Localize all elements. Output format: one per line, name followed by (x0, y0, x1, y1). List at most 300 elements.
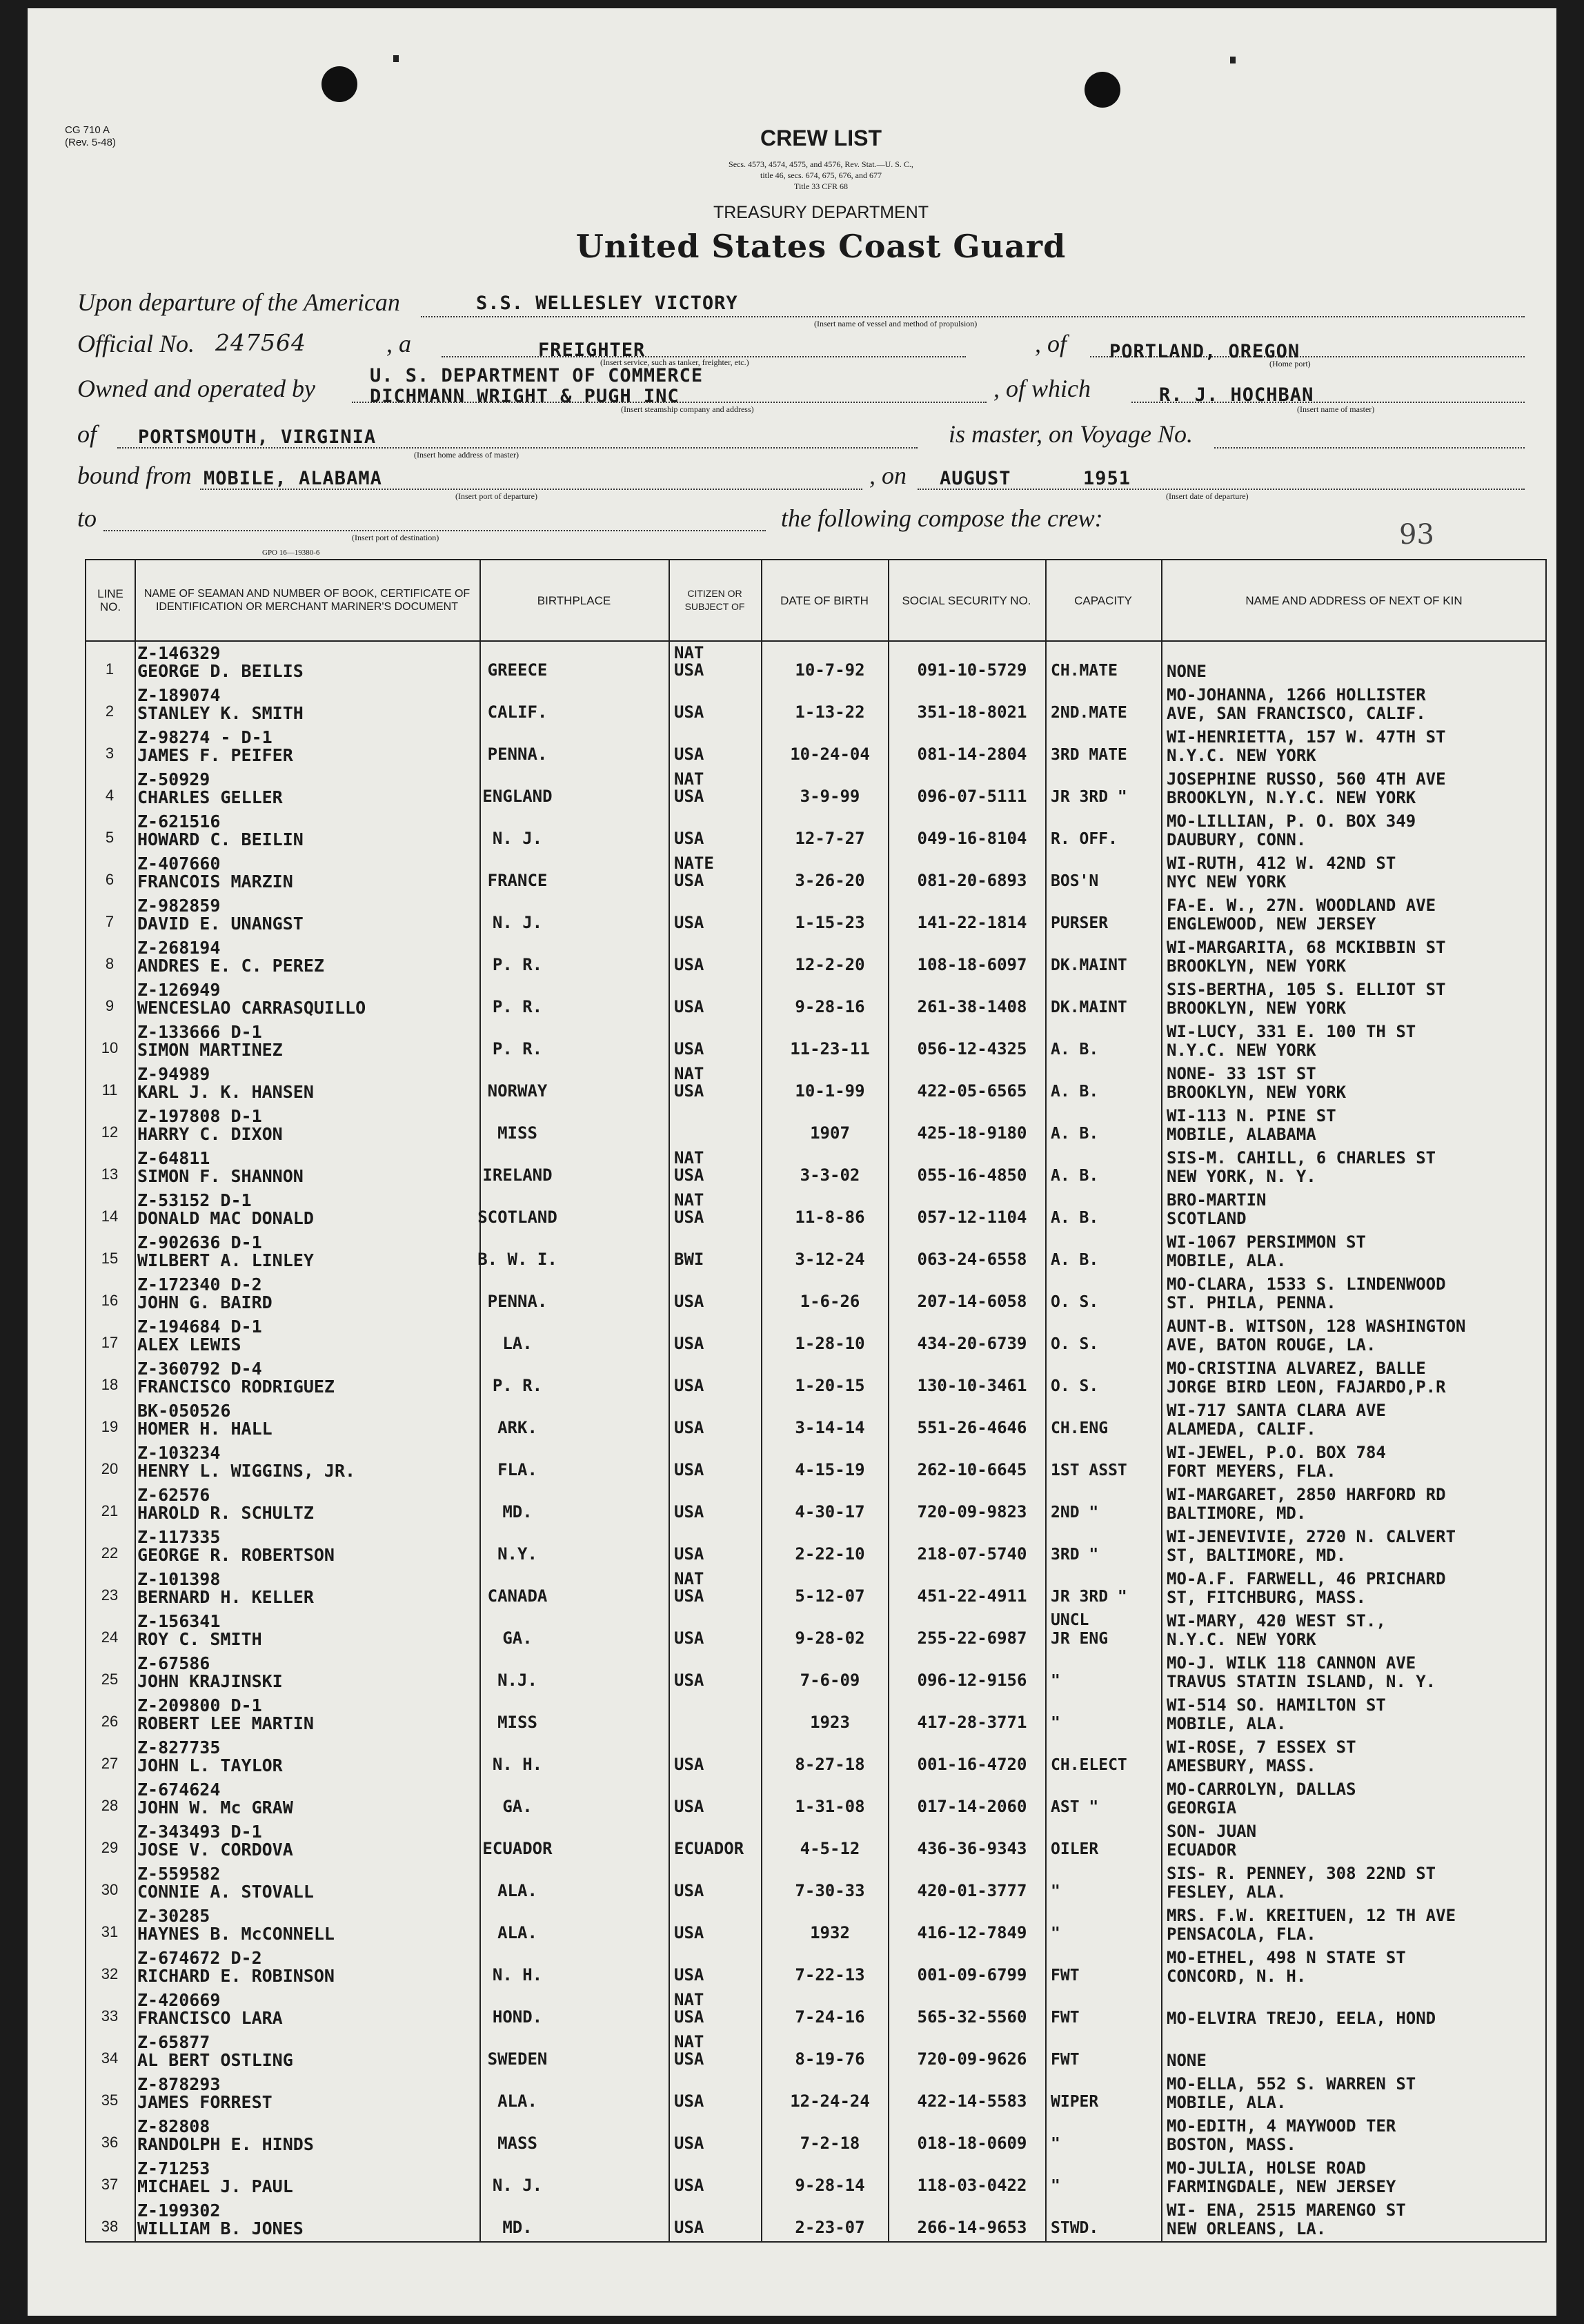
seaman-name: HENRY L. WIGGINS, JR. (137, 1461, 356, 1481)
seaman-name: GEORGE D. BEILIS (137, 661, 304, 681)
capacity: BOS'N (1051, 872, 1099, 890)
next-of-kin-line-2: BALTIMORE, MD. (1167, 1504, 1307, 1523)
label-a: , a (386, 330, 411, 357)
seaman-document-number: Z-103234 (137, 1443, 221, 1463)
next-of-kin-line-1: MO-EDITH, 4 MAYWOOD TER (1167, 2116, 1396, 2136)
next-of-kin-line-1: WI-1067 PERSIMMON ST (1167, 1232, 1366, 1252)
capacity: WIPER (1051, 2093, 1099, 2111)
seaman-name: MICHAEL J. PAUL (137, 2176, 293, 2196)
social-security-number: 720-09-9823 (917, 1502, 1027, 1522)
capacity: DK.MAINT (1051, 998, 1127, 1016)
citizenship-country: USA (674, 745, 704, 764)
row-line-number: 22 (101, 1544, 119, 1562)
next-of-kin-line-2: MOBILE, ALA. (1167, 1251, 1287, 1270)
capacity: AST " (1051, 1798, 1099, 1816)
social-security-number: 049-16-8104 (917, 829, 1027, 848)
next-of-kin-line-2: MOBILE, ALABAMA (1167, 1125, 1316, 1144)
seaman-name: KARL J. K. HANSEN (137, 1082, 314, 1102)
row-line-number: 25 (101, 1671, 119, 1688)
department-name: TREASURY DEPARTMENT (713, 203, 929, 222)
capacity: JR ENG (1051, 1630, 1109, 1648)
next-of-kin-line-2: NYC NEW YORK (1167, 872, 1287, 892)
seaman-name: JOHN KRAJINSKI (137, 1671, 283, 1691)
seaman-name: WILLIAM B. JONES (137, 2218, 304, 2238)
seaman-document-number: Z-71253 (137, 2158, 210, 2178)
date-of-birth: 1-31-08 (795, 1797, 865, 1816)
social-security-number: 057-12-1104 (917, 1208, 1027, 1227)
crew-row (86, 2114, 1545, 2156)
seaman-document-number: Z-674672 D-2 (137, 1948, 262, 1968)
row-line-number: 37 (101, 2176, 119, 2193)
next-of-kin-line-1: MO-CARROLYN, DALLAS (1167, 1780, 1356, 1799)
social-security-number: 081-14-2804 (917, 745, 1027, 764)
seaman-name: HAROLD R. SCHULTZ (137, 1503, 314, 1523)
row-line-number: 9 (105, 997, 115, 1014)
date-of-birth: 8-19-76 (795, 2049, 865, 2069)
next-of-kin-line-2: DAUBURY, CONN. (1167, 830, 1307, 849)
row-line-number: 31 (101, 1923, 119, 1940)
next-of-kin-line-1: MRS. F.W. KREITUEN, 12 TH AVE (1167, 1906, 1456, 1925)
next-of-kin-line-2: ENGLEWOOD, NEW JERSEY (1167, 914, 1376, 934)
row-line-number: 4 (105, 787, 115, 804)
birthplace: ALA. (497, 2091, 537, 2111)
next-of-kin-line-1: FA-E. W., 27N. WOODLAND AVE (1167, 896, 1436, 915)
crew-row (86, 1651, 1545, 1693)
birthplace: PENNA. (487, 745, 548, 764)
row-line-number: 2 (105, 702, 115, 720)
social-security-number: 108-18-6097 (917, 955, 1027, 974)
capacity: A. B. (1051, 1041, 1099, 1058)
next-of-kin-line-2: NEW ORLEANS, LA. (1167, 2219, 1327, 2238)
form-number: CG 710 A (65, 124, 110, 136)
seaman-document-number: Z-189074 (137, 685, 221, 705)
date-of-birth: 10-24-04 (790, 745, 870, 764)
label-official-no: Official No. (77, 330, 195, 357)
fill-line (352, 402, 987, 403)
next-of-kin-line-2: NONE (1167, 2051, 1207, 2070)
next-of-kin-line-2: ECUADOR (1167, 1840, 1237, 1860)
seaman-document-number: Z-194684 D-1 (137, 1317, 262, 1337)
row-line-number: 26 (101, 1713, 119, 1730)
crew-row (86, 1608, 1545, 1651)
seaman-document-number: Z-420669 (137, 1990, 221, 2010)
crew-table (85, 559, 1547, 2243)
citizenship-country: USA (674, 1881, 704, 1900)
date-of-birth: 8-27-18 (795, 1755, 865, 1774)
seaman-document-number: Z-50929 (137, 769, 210, 789)
seaman-document-number: Z-146329 (137, 643, 221, 663)
row-line-number: 38 (101, 2218, 119, 2235)
date-of-birth: 4-30-17 (795, 1502, 865, 1522)
crew-row (86, 1188, 1545, 1230)
citizenship-status: NAT (674, 1990, 704, 2009)
citizenship-country: USA (674, 2049, 704, 2069)
crew-row (86, 2198, 1545, 2240)
social-security-number: 096-12-9156 (917, 1671, 1027, 1690)
citizenship-country: USA (674, 787, 704, 806)
social-security-number: 422-14-5583 (917, 2091, 1027, 2111)
date-of-birth: 7-2-18 (800, 2134, 860, 2153)
birthplace: P. R. (492, 1039, 543, 1058)
citizenship-country: USA (674, 1165, 704, 1185)
hint-master-address: (Insert home address of master) (414, 450, 519, 460)
owner-line-1: U. S. DEPARTMENT OF COMMERCE (370, 365, 704, 386)
birthplace: SWEDEN (487, 2049, 548, 2069)
label-following: the following compose the crew: (781, 504, 1103, 532)
form-identifier (65, 124, 116, 149)
social-security-number: 118-03-0422 (917, 2176, 1027, 2195)
departure-port: MOBILE, ALABAMA (204, 468, 382, 489)
next-of-kin-line-1: BRO-MARTIN (1167, 1190, 1267, 1210)
col-header-ss: SOCIAL SECURITY NO. (902, 593, 1031, 607)
crew-row (86, 1735, 1545, 1777)
statute-citation (511, 159, 1131, 192)
punch-hole-left (321, 66, 357, 102)
birthplace: GA. (502, 1797, 533, 1816)
date-of-birth: 1932 (810, 1923, 850, 1942)
citizenship-status: NAT (674, 643, 704, 662)
seaman-document-number: Z-172340 D-2 (137, 1274, 262, 1294)
crew-row (86, 1272, 1545, 1314)
label-is-master: is master, on Voyage No. (949, 420, 1193, 448)
next-of-kin-line-1: SIS-M. CAHILL, 6 CHARLES ST (1167, 1148, 1436, 1168)
seaman-name: HAYNES B. McCONNELL (137, 1924, 335, 1944)
row-line-number: 33 (101, 2007, 119, 2025)
next-of-kin-line-1: MO-CLARA, 1533 S. LINDENWOOD (1167, 1274, 1446, 1294)
capacity: 1ST ASST (1051, 1461, 1127, 1479)
row-line-number: 36 (101, 2134, 119, 2151)
seaman-name: WILBERT A. LINLEY (137, 1250, 314, 1270)
row-line-number: 30 (101, 1881, 119, 1898)
date-of-birth: 10-7-92 (795, 660, 865, 680)
social-security-number: 565-32-5560 (917, 2007, 1027, 2027)
birthplace: ARK. (497, 1418, 537, 1437)
birthplace: P. R. (492, 955, 543, 974)
social-security-number: 018-18-0609 (917, 2134, 1027, 2153)
owner-line-2: DICHMANN WRIGHT & PUGH INC (370, 386, 680, 407)
birthplace: MASS (497, 2134, 537, 2153)
crew-row (86, 1230, 1545, 1272)
next-of-kin-line-1: NONE- 33 1ST ST (1167, 1064, 1316, 1083)
row-line-number: 34 (101, 2049, 119, 2067)
citizenship-status: NAT (674, 1569, 704, 1588)
birthplace: FLA. (497, 1460, 537, 1479)
seaman-name: DONALD MAC DONALD (137, 1208, 314, 1228)
date-of-birth: 3-14-14 (795, 1418, 865, 1437)
label-of: , of (1035, 330, 1067, 357)
citizenship-status: NAT (674, 1148, 704, 1168)
capacity: PURSER (1051, 914, 1109, 932)
seaman-document-number: BK-050526 (137, 1401, 231, 1421)
capacity: O. S. (1051, 1293, 1099, 1311)
col-header-capacity: CAPACITY (1074, 593, 1132, 607)
seaman-document-number: Z-827735 (137, 1737, 221, 1757)
crew-row (86, 809, 1545, 851)
next-of-kin-line-2: N.Y.C. NEW YORK (1167, 746, 1316, 765)
next-of-kin-line-2: ST. PHILA, PENNA. (1167, 1293, 1336, 1312)
seaman-name: ANDRES E. C. PEREZ (137, 956, 324, 976)
seaman-document-number: Z-360792 D-4 (137, 1359, 262, 1379)
col-header-citizen: CITIZEN OR SUBJECT OF (684, 588, 745, 612)
next-of-kin-line-1: WI-ROSE, 7 ESSEX ST (1167, 1737, 1356, 1757)
crew-row (86, 1019, 1545, 1061)
next-of-kin-line-1: MO-JULIA, HOLSE ROAD (1167, 2158, 1366, 2178)
citizenship-country: BWI (674, 1250, 704, 1269)
row-line-number: 7 (105, 913, 115, 930)
date-of-birth: 2-22-10 (795, 1544, 865, 1564)
citizenship-country: USA (674, 1460, 704, 1479)
social-security-number: 218-07-5740 (917, 1544, 1027, 1564)
citizenship-status: NATE (674, 854, 714, 873)
seaman-name: STANLEY K. SMITH (137, 703, 304, 723)
date-of-birth: 7-24-16 (795, 2007, 865, 2027)
seaman-document-number: Z-126949 (137, 980, 221, 1000)
birthplace: ALA. (497, 1923, 537, 1942)
social-security-number: 434-20-6739 (917, 1334, 1027, 1353)
next-of-kin-line-2: NONE (1167, 662, 1207, 681)
crew-row (86, 2071, 1545, 2114)
seaman-document-number: Z-982859 (137, 896, 221, 916)
hint-master: (Insert name of master) (1297, 404, 1375, 414)
citizenship-country: USA (674, 1923, 704, 1942)
row-line-number: 14 (101, 1208, 119, 1225)
next-of-kin-line-2: TRAVUS STATIN ISLAND, N. Y. (1167, 1672, 1436, 1691)
seaman-name: BERNARD H. KELLER (137, 1587, 314, 1607)
label-to: to (77, 504, 97, 532)
citizenship-country: USA (674, 829, 704, 848)
seaman-name: JOHN W. Mc GRAW (137, 1798, 293, 1818)
birthplace: CANADA (487, 1586, 548, 1606)
row-line-number: 16 (101, 1292, 119, 1309)
seaman-document-number: Z-878293 (137, 2074, 221, 2094)
row-line-number: 28 (101, 1797, 119, 1814)
citizenship-country: USA (674, 1334, 704, 1353)
birthplace: N. H. (492, 1755, 543, 1774)
agency-name: United States Coast Guard (575, 228, 1067, 265)
capacity: 2ND " (1051, 1504, 1099, 1522)
seaman-document-number: Z-94989 (137, 1064, 210, 1084)
label-of-master: of (77, 420, 97, 448)
social-security-number: 017-14-2060 (917, 1797, 1027, 1816)
next-of-kin-line-1: MO-CRISTINA ALVAREZ, BALLE (1167, 1359, 1426, 1378)
birthplace: ENGLAND (482, 787, 553, 806)
row-line-number: 8 (105, 955, 115, 972)
seaman-name: JAMES F. PEIFER (137, 745, 293, 765)
seaman-document-number: Z-902636 D-1 (137, 1232, 262, 1252)
gpo-imprint: GPO 16—19380-6 (262, 549, 320, 557)
citation-line: Secs. 4573, 4574, 4575, and 4576, Rev. Stat.—U. S. C., (729, 159, 913, 169)
date-of-birth: 7-30-33 (795, 1881, 865, 1900)
crew-row (86, 2029, 1545, 2071)
row-line-number: 6 (105, 871, 115, 888)
next-of-kin-line-2: BROOKLYN, NEW YORK (1167, 998, 1347, 1018)
birthplace: NORWAY (487, 1081, 548, 1101)
next-of-kin-line-2: N.Y.C. NEW YORK (1167, 1630, 1316, 1649)
next-of-kin-line-1: WI-MARY, 420 WEST ST., (1167, 1611, 1386, 1631)
citizenship-country: USA (674, 1376, 704, 1395)
seaman-name: AL BERT OSTLING (137, 2050, 293, 2070)
date-of-birth: 10-1-99 (795, 1081, 865, 1101)
crew-row (86, 1693, 1545, 1735)
citizenship-country: ECUADOR (674, 1839, 744, 1858)
seaman-name: SIMON MARTINEZ (137, 1040, 283, 1060)
date-of-birth: 4-15-19 (795, 1460, 865, 1479)
date-of-birth: 3-12-24 (795, 1250, 865, 1269)
crew-row (86, 1145, 1545, 1188)
crew-row (86, 1440, 1545, 1482)
social-security-number: 056-12-4325 (917, 1039, 1027, 1058)
crew-row (86, 1987, 1545, 2029)
birthplace: CALIF. (487, 702, 548, 722)
birthplace: N. J. (492, 2176, 543, 2195)
social-security-number: 141-22-1814 (917, 913, 1027, 932)
next-of-kin-line-1: MO-J. WILK 118 CANNON AVE (1167, 1653, 1416, 1673)
fill-line (103, 530, 766, 531)
capacity: A. B. (1051, 1125, 1099, 1143)
birthplace: LA. (502, 1334, 533, 1353)
hint-vessel: (Insert name of vessel and method of propulsion) (814, 319, 978, 328)
citizenship-status: NAT (674, 1064, 704, 1083)
next-of-kin-line-1: MO-LILLIAN, P. O. BOX 349 (1167, 811, 1416, 831)
fill-line (1214, 447, 1525, 449)
citizenship-country: USA (674, 955, 704, 974)
capacity: " (1051, 1882, 1060, 1900)
row-line-number: 10 (101, 1039, 119, 1056)
margin-mark (1230, 57, 1236, 63)
seaman-name: RANDOLPH E. HINDS (137, 2134, 314, 2154)
social-security-number: 417-28-3771 (917, 1713, 1027, 1732)
date-of-birth: 1923 (810, 1713, 850, 1732)
crew-row (86, 851, 1545, 893)
birthplace: ALA. (497, 1881, 537, 1900)
date-of-birth: 1-28-10 (795, 1334, 865, 1353)
hint-service: (Insert service, such as tanker, freighter, etc.) (600, 357, 749, 367)
social-security-number: 091-10-5729 (917, 660, 1027, 680)
date-of-birth: 4-5-12 (800, 1839, 860, 1858)
seaman-document-number: Z-674624 (137, 1780, 221, 1800)
date-of-birth: 7-22-13 (795, 1965, 865, 1985)
birthplace: B. W. I. (477, 1250, 557, 1269)
next-of-kin-line-2: MOBILE, ALA. (1167, 1714, 1287, 1733)
next-of-kin-line-1: WI-HENRIETTA, 157 W. 47TH ST (1167, 727, 1446, 747)
capacity: 2ND.MATE (1051, 704, 1127, 722)
seaman-name: JOHN G. BAIRD (137, 1292, 273, 1312)
seaman-name: HARRY C. DIXON (137, 1124, 283, 1144)
crew-table-body (86, 640, 1545, 2241)
fill-line (421, 316, 1525, 317)
citizenship-country: USA (674, 1797, 704, 1816)
date-of-birth: 11-8-86 (795, 1208, 865, 1227)
seaman-document-number: Z-621516 (137, 811, 221, 831)
capacity: O. S. (1051, 1335, 1099, 1353)
punch-hole-right (1085, 72, 1120, 108)
citizenship-country: USA (674, 702, 704, 722)
capacity-note: UNCL (1051, 1611, 1089, 1629)
seaman-name: JAMES FORREST (137, 2092, 273, 2112)
margin-mark (393, 55, 399, 62)
next-of-kin-line-1: AUNT-B. WITSON, 128 WASHINGTON (1167, 1317, 1466, 1336)
capacity: OILER (1051, 1840, 1099, 1858)
capacity: JR 3RD " (1051, 1588, 1127, 1606)
next-of-kin-line-1: MO-ELLA, 552 S. WARREN ST (1167, 2074, 1416, 2094)
social-security-number: 081-20-6893 (917, 871, 1027, 890)
capacity: FWT (1051, 2051, 1080, 2069)
next-of-kin-line-2: BROOKLYN, N.Y.C. NEW YORK (1167, 788, 1416, 807)
row-line-number: 29 (101, 1839, 119, 1856)
date-of-birth: 9-28-14 (795, 2176, 865, 2195)
row-line-number: 35 (101, 2091, 119, 2109)
social-security-number: 351-18-8021 (917, 702, 1027, 722)
seaman-document-number: Z-133666 D-1 (137, 1022, 262, 1042)
birthplace: ECUADOR (482, 1839, 553, 1858)
row-line-number: 24 (101, 1628, 119, 1646)
crew-row (86, 1566, 1545, 1608)
next-of-kin-line-2: CONCORD, N. H. (1167, 1967, 1307, 1986)
citizenship-country: USA (674, 1418, 704, 1437)
seaman-name: HOMER H. HALL (137, 1419, 273, 1439)
social-security-number: 551-26-4646 (917, 1418, 1027, 1437)
capacity: " (1051, 2135, 1060, 2153)
label-on: , on (869, 462, 907, 489)
citation-line: title 46, secs. 674, 675, 676, and 677 (760, 170, 882, 180)
crew-row (86, 725, 1545, 767)
next-of-kin-line-2: ST, BALTIMORE, MD. (1167, 1546, 1347, 1565)
social-security-number: 055-16-4850 (917, 1165, 1027, 1185)
seaman-name: JOHN L. TAYLOR (137, 1755, 283, 1775)
crew-row (86, 682, 1545, 725)
social-security-number: 096-07-5111 (917, 787, 1027, 806)
crew-row (86, 1356, 1545, 1398)
col-header-line: LINE NO. (97, 587, 123, 613)
next-of-kin-line-2: PENSACOLA, FLA. (1167, 1924, 1316, 1944)
page-stamp-number: 93 (1399, 519, 1434, 551)
seaman-name: FRANCISCO LARA (137, 2008, 283, 2028)
seaman-name: FRANCOIS MARZIN (137, 872, 293, 892)
row-line-number: 17 (101, 1334, 119, 1351)
citizenship-status: NAT (674, 769, 704, 789)
seaman-document-number: Z-82808 (137, 2116, 210, 2136)
seaman-name: HOWARD C. BEILIN (137, 829, 304, 849)
seaman-document-number: Z-30285 (137, 1906, 210, 1926)
vessel-name: S.S. WELLESLEY VICTORY (476, 293, 738, 314)
seaman-name: GEORGE R. ROBERTSON (137, 1545, 335, 1565)
date-of-birth: 12-24-24 (790, 2091, 870, 2111)
departure-year: 1951 (1083, 468, 1131, 489)
col-header-name: NAME OF SEAMAN AND NUMBER OF BOOK, CERTIFICATE OF IDENTIFICATION OR MERCHANT MARINER'S DOCUMENT (143, 588, 471, 613)
seaman-document-number: Z-64811 (137, 1148, 210, 1168)
capacity: CH.ELECT (1051, 1756, 1127, 1774)
citizenship-country: USA (674, 1628, 704, 1648)
capacity: O. S. (1051, 1377, 1099, 1395)
seaman-document-number: Z-62576 (137, 1485, 210, 1505)
birthplace: N.Y. (497, 1544, 537, 1564)
seaman-document-number: Z-407660 (137, 854, 221, 874)
next-of-kin-line-1: SIS-BERTHA, 105 S. ELLIOT ST (1167, 980, 1446, 999)
crew-row (86, 1524, 1545, 1566)
social-security-number: 425-18-9180 (917, 1123, 1027, 1143)
next-of-kin-line-1: MO-A.F. FARWELL, 46 PRICHARD (1167, 1569, 1446, 1588)
citizenship-country: USA (674, 2091, 704, 2111)
seaman-name: WENCESLAO CARRASQUILLO (137, 998, 366, 1018)
date-of-birth: 1-6-26 (800, 1292, 860, 1311)
next-of-kin-line-2: SCOTLAND (1167, 1209, 1247, 1228)
crew-row (86, 1777, 1545, 1819)
row-line-number: 19 (101, 1418, 119, 1435)
seaman-name: SIMON F. SHANNON (137, 1166, 304, 1186)
seaman-document-number: Z-98274 - D-1 (137, 727, 273, 747)
hint-departure-date: (Insert date of departure) (1166, 491, 1249, 501)
citizenship-country: USA (674, 1502, 704, 1522)
